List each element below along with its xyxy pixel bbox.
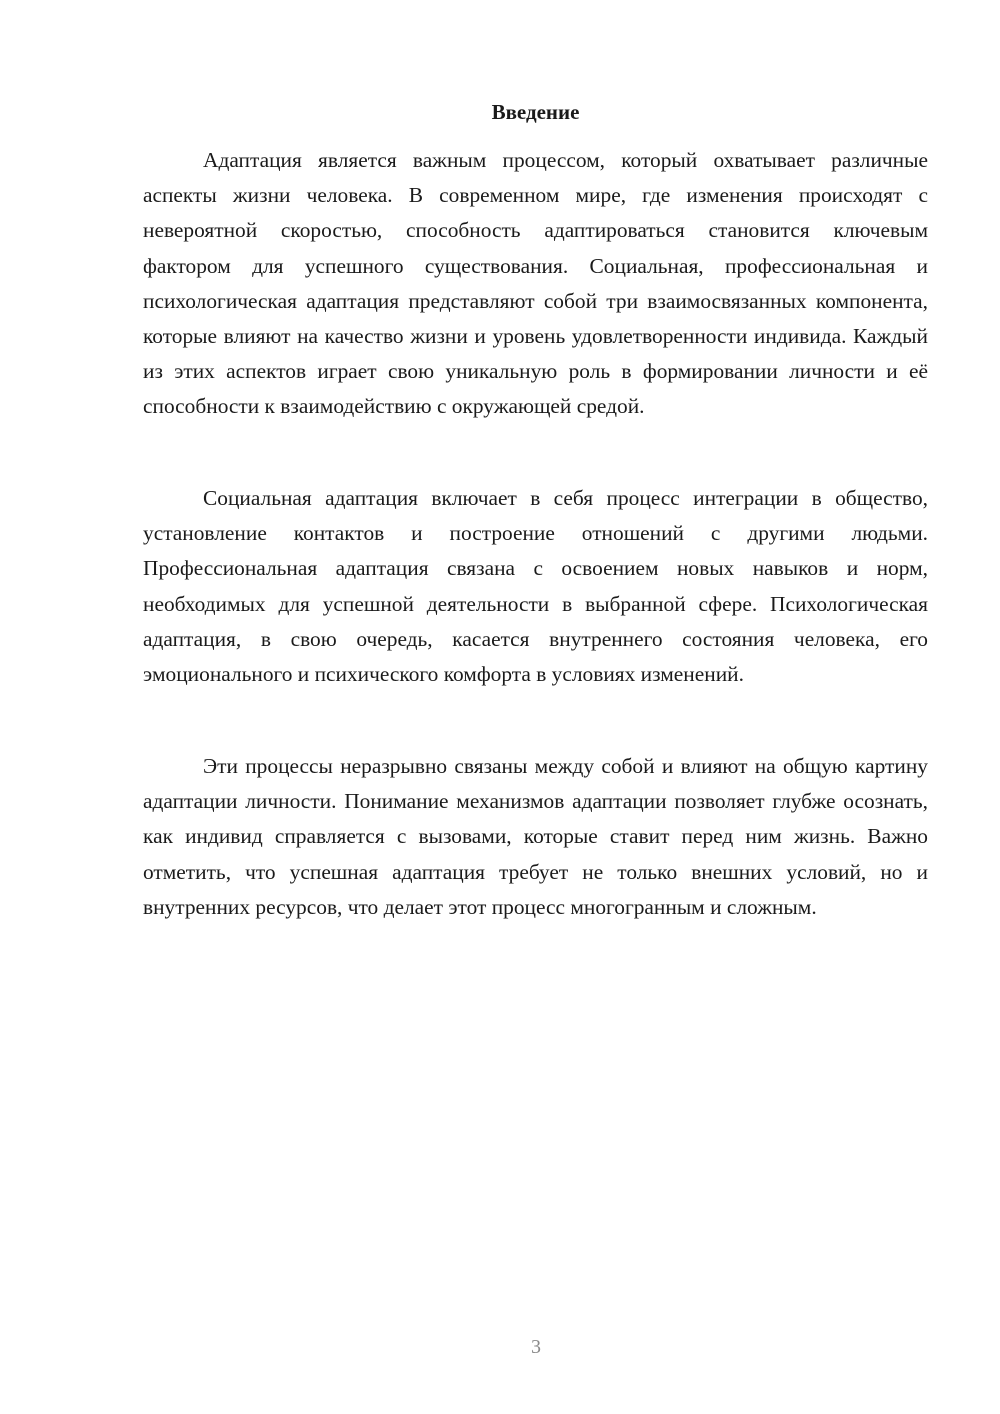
section-heading: Введение (491, 100, 580, 124)
paragraph-2: Социальная адаптация включает в себя процесс интеграции в общество, установление контактов и построение отношений с другими людьми. Профессиональная адаптация связана с освоением новых навыков и норм, необходимых для успешной деятельности в выбранной сфере. Психологическая адаптация, в свою очередь, касается внутреннего состояния человека, его эмоционального и психического комфорта в условиях изменений. (143, 486, 928, 687)
page-number: 3 (531, 1336, 541, 1358)
paragraph-3: Эти процессы неразрывно связаны между собой и влияют на общую картину адаптации личности. Понимание механизмов адаптации позволяет глубже осознать, как индивид справляется с вызовами, которые ставит перед ним жизнь. Важно отметить, что успешная адаптация требует не только внешних условий, но и внутренних ресурсов, что делает этот процесс многогранным и сложным. (143, 754, 928, 919)
paragraph-1: Адаптация является важным процессом, который охватывает различные аспекты жизни человека. В современном мире, где изменения происходят с невероятной скоростью, способность адаптироваться становится ключевым фактором для успешного существования. Социальная, профессиональная и психологическая адаптация представляют собой три взаимосвязанных компонента, которые влияют на качество жизни и уровень удовлетворенности индивида. Каждый из этих аспектов играет свою уникальную роль в формировании личности и её способности к взаимодействию с окружающей средой. (143, 148, 928, 419)
